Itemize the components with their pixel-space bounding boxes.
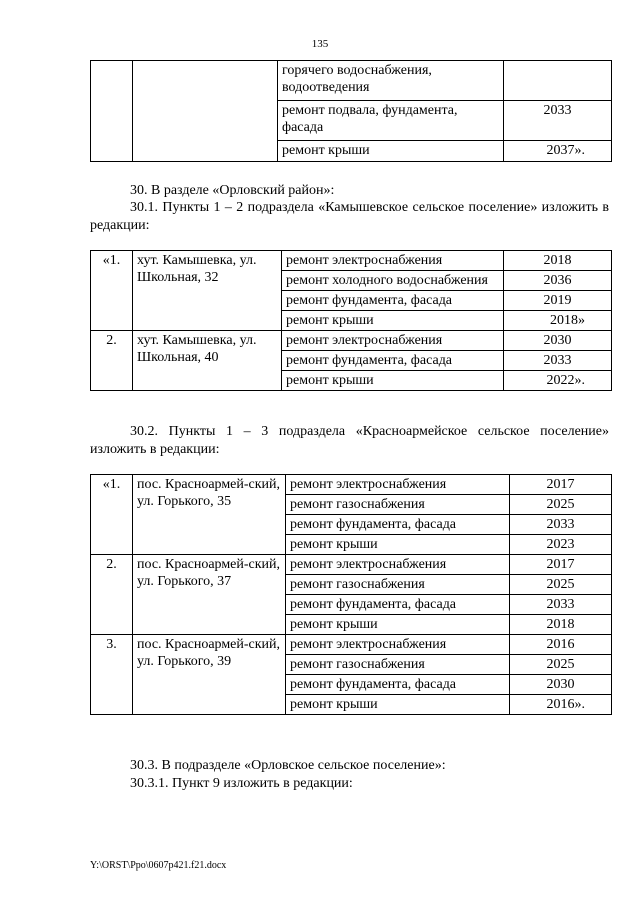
section-30-text: 30. В разделе «Орловский район»: [130,183,335,198]
section-30-1-text: 30.1. Пункты 1 – 2 подраздела «Камышевское сельское поселение» изложить в редакции: [90,200,609,233]
num-cell: «1. [91,251,133,331]
address-cell [133,61,278,162]
work-cell: ремонт крыши [282,371,504,391]
page-number: 135 [311,38,329,50]
section-30-3-1-heading [90,775,609,793]
year-cell: 2022». [504,371,612,391]
section-30-3-text: 30.3. В подразделе «Орловское сельское поселение»: [130,758,446,773]
work-cell: горячего водоснабжения, водоотведения [278,61,504,101]
address-cell: пос. Красноармей-ский, ул. Горького, 39 [133,635,286,715]
year-cell: 2036 [504,271,612,291]
year-cell: 2019 [504,291,612,311]
year-cell: 2016». [510,695,612,715]
work-cell: ремонт электроснабжения [286,475,510,495]
work-cell: ремонт фундамента, фасада [282,291,504,311]
address-cell: хут. Камышевка, ул. Школьная, 32 [133,251,282,331]
section-30-heading [90,182,609,200]
work-cell: ремонт крыши [286,615,510,635]
num-cell: «1. [91,475,133,555]
work-cell: ремонт крыши [286,695,510,715]
year-cell: 2025 [510,655,612,675]
table-row [91,251,612,271]
table-row [91,635,612,655]
year-cell: 2017 [510,475,612,495]
work-cell: ремонт газоснабжения [286,655,510,675]
address-cell: пос. Красноармей-ский, ул. Горького, 35 [133,475,286,555]
year-cell: 2025 [510,575,612,595]
work-cell: ремонт холодного водоснабжения [282,271,504,291]
year-cell: 2023 [510,535,612,555]
footer-file-path: Y:\ORST\Ppo\0607p421.f21.docx [90,860,227,871]
year-cell: 2030 [510,675,612,695]
work-cell: ремонт электроснабжения [282,331,504,351]
work-cell: ремонт крыши [278,140,504,161]
year-cell: 2033 [510,515,612,535]
work-cell: ремонт электроснабжения [286,555,510,575]
year-cell: 2033 [504,100,612,140]
work-cell: ремонт крыши [286,535,510,555]
year-cell: 2033 [510,595,612,615]
year-cell: 2018 [510,615,612,635]
num-cell: 2. [91,331,133,391]
work-cell: ремонт крыши [282,311,504,331]
work-cell: ремонт фундамента, фасада [286,595,510,615]
year-cell: 2037». [504,140,612,161]
num-cell: 2. [91,555,133,635]
work-cell: ремонт фундамента, фасада [286,675,510,695]
work-cell: ремонт электроснабжения [286,635,510,655]
year-cell: 2018» [504,311,612,331]
address-cell: хут. Камышевка, ул. Школьная, 40 [133,331,282,391]
year-cell: 2018 [504,251,612,271]
work-cell: ремонт газоснабжения [286,575,510,595]
table-row [91,61,612,101]
year-cell: 2016 [510,635,612,655]
table-row [91,555,612,575]
table-row [91,475,612,495]
table-row [91,331,612,351]
top-table [90,60,612,162]
num-cell: 3. [91,635,133,715]
year-cell [504,61,612,101]
table-kamyshevskoe [90,250,612,391]
work-cell: ремонт подвала, фундамента, фасада [278,100,504,140]
work-cell: ремонт электроснабжения [282,251,504,271]
num-cell [91,61,133,162]
year-cell: 2033 [504,351,612,371]
work-cell: ремонт газоснабжения [286,495,510,515]
year-cell: 2025 [510,495,612,515]
year-cell: 2030 [504,331,612,351]
year-cell: 2017 [510,555,612,575]
section-30-3-heading [90,757,609,775]
section-30-1-paragraph [90,199,609,235]
section-30-2-paragraph [90,423,609,459]
table-krasnoarmeyskoe [90,474,612,715]
work-cell: ремонт фундамента, фасада [282,351,504,371]
section-30-3-1-text: 30.3.1. Пункт 9 изложить в редакции: [130,776,353,791]
address-cell: пос. Красноармей-ский, ул. Горького, 37 [133,555,286,635]
section-30-2-text: 30.2. Пункты 1 – 3 подраздела «Красноармейское сельское поселение» изложить в редакции: [90,424,609,457]
work-cell: ремонт фундамента, фасада [286,515,510,535]
